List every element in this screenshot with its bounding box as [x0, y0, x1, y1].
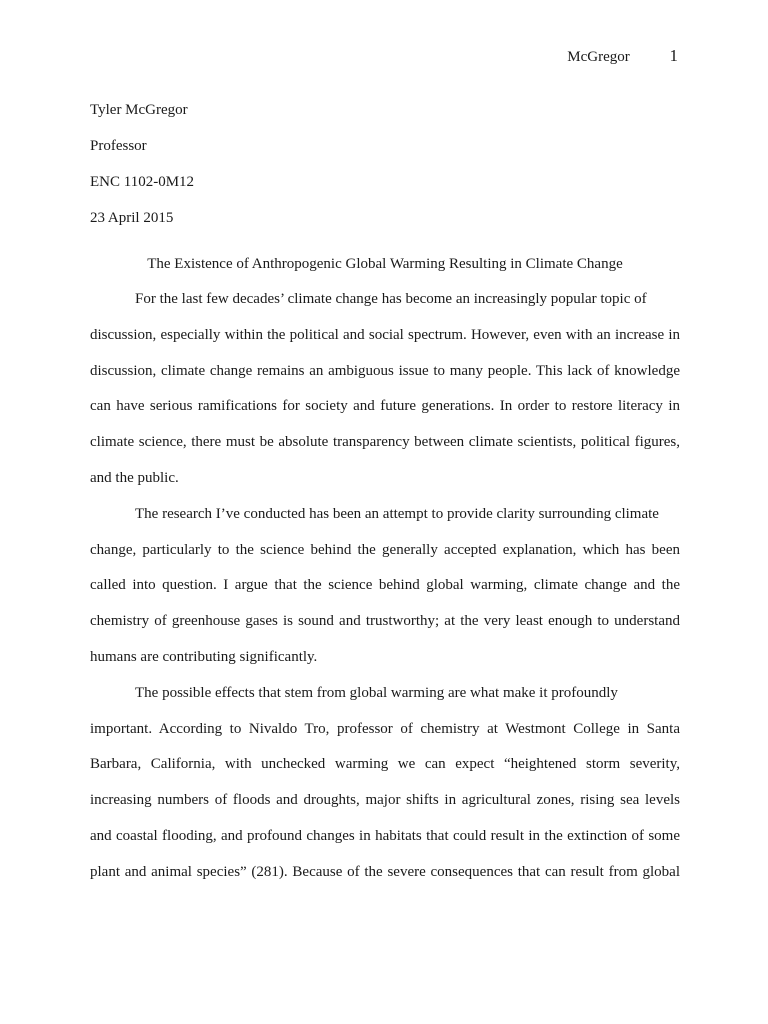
paragraph-line: and coastal flooding, and profound changes in habitats that could result in the extinction of some: [90, 827, 680, 844]
paragraph-line: can have serious ramifications for society and future generations. In order to restore literacy in: [90, 398, 680, 415]
paragraph-line: increasing numbers of floods and droughts, major shifts in agricultural zones, rising sea levels: [90, 792, 680, 809]
paragraph-line: change, particularly to the science behind the generally accepted explanation, which has been: [90, 541, 680, 558]
submission-date: 23 April 2015: [90, 210, 174, 226]
essay-title: The Existence of Anthropogenic Global Warming Resulting in Climate Change: [147, 256, 623, 272]
running-head: [567, 46, 678, 66]
mla-heading: [90, 92, 690, 236]
paragraph-line: and the public.: [90, 469, 179, 486]
student-name: Tyler McGregor: [90, 102, 188, 118]
paragraph-line: chemistry of greenhouse gases is sound and trustworthy; at the very least enough to understand: [90, 613, 680, 630]
paragraph-line: climate science, there must be absolute transparency between climate scientists, political figures,: [90, 434, 680, 451]
course-code: ENC 1102-0M12: [90, 174, 195, 190]
paragraph-line: discussion, climate change remains an ambiguous issue to many people. This lack of knowledge: [90, 362, 680, 379]
paragraph-line: Barbara, California, with unchecked warming we can expect “heightened storm severity,: [90, 756, 680, 773]
paragraph-line: plant and animal species” (281). Because of the severe consequences that can result from global: [90, 863, 680, 880]
paragraph-line: discussion, especially within the political and social spectrum. However, even with an increase in: [90, 326, 680, 343]
paragraph-line: humans are contributing significantly.: [90, 648, 318, 665]
paragraph-line: For the last few decades’ climate change has become an increasingly popular topic of: [135, 291, 647, 307]
professor-name: Professor: [90, 138, 147, 154]
paragraph-line: called into question. I argue that the science behind global warming, climate change and the: [90, 577, 680, 594]
paragraph-line: The possible effects that stem from global warming are what make it profoundly: [135, 684, 618, 701]
essay-body: [90, 282, 680, 891]
page-number: 1: [669, 46, 678, 65]
paragraph-line: The research I’ve conducted has been an attempt to provide clarity surrounding climate: [135, 505, 659, 522]
paragraph-line: important. According to Nivaldo Tro, professor of chemistry at Westmont College in Santa: [90, 720, 680, 737]
running-head-surname: McGregor: [567, 49, 630, 65]
